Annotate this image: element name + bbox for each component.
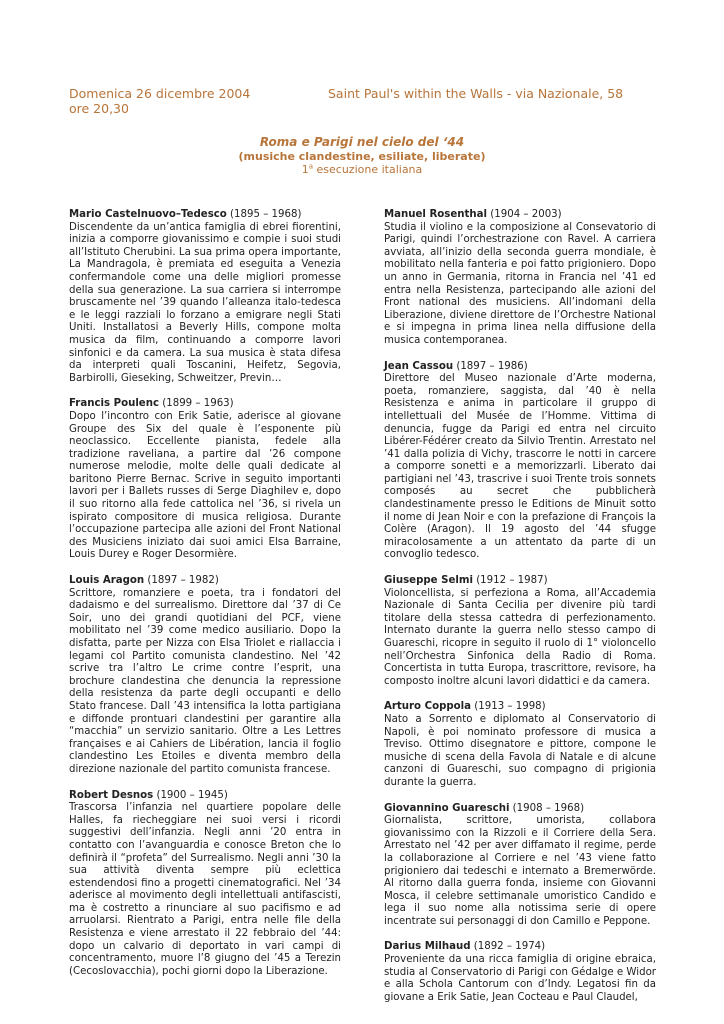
bio-dates: (1897 – 1982) (144, 575, 219, 587)
bio-name: Robert Desnos (69, 789, 154, 801)
bio-entry (69, 398, 341, 562)
bio-name: Arturo Coppola (384, 701, 472, 713)
premiere-number: 1 (301, 163, 309, 176)
bio-text: Giornalista, scrittore, umorista, collabora giovanissimo con la Rizzoli e il Corriere della Sera. Arrestato nel ’42 per aver diffamato il regime, perde la collaborazione al Corriere e nel ’43 viene fatto prigioniero dai tedeschi e internato a Bremerwörde. Al ritorno dalla guerra fonda, insieme con Giovanni Mosca, il celebre settimanale umoristico Candido e lega il suo nome alla notissima serie di opere incentrate sui personaggi di don Camillo e Peppone. (384, 815, 656, 927)
bio-entry (69, 790, 341, 979)
bio-text: Discendente da un’antica famiglia di ebrei fiorentini, inizia a comporre giovanissimo e compie i suoi studi all’Istituto Cherubini. La sua prima opera importante, La Mandragola, è premiata ed eseguita a Venezia confermandole come una delle migliori promesse della sua generazione. La sua carriera si interrompe bruscamente nel ’39 quando l’alleanza italo-tedesca e le leggi razziali lo forzano a emigrare negli Stati Uniti. Installatosi a Beverly Hills, compone molta musica da film, continuando a comporre lavori sinfonici e da camera. La sua musica è stata difesa da interpreti quali Toscanini, Heifetz, Segovia, Barbirolli, Gieseking, Schweitzer, Previn… (69, 221, 341, 384)
bio-name: Darius Milhaud (384, 941, 471, 953)
concert-header (69, 86, 629, 116)
concert-time: ore 20,30 (69, 101, 129, 116)
bio-entry (384, 575, 656, 688)
bio-dates: (1900 – 1945) (153, 789, 228, 801)
bio-name: Francis Poulenc (69, 398, 160, 410)
bio-name: Manuel Rosenthal (384, 209, 488, 220)
left-column (69, 209, 341, 991)
bio-dates: (1913 – 1998) (471, 701, 546, 713)
bio-text: Dopo l’incontro con Erik Satie, aderisce al giovane Groupe des Six del quale è l’esponente più neoclassico. Eccellente pianista, fedele alla tradizione raveliana, a partire dal ’26 compone numerose melodie, molte delle quali dedicate al baritono Pierre Bernac. Scrive in seguito importanti lavori per i Ballets russes di Serge Diaghilev e, dopo il suo ritorno alla fede cattolica nel ’36, si rivela un ispirato compositore di musica religiosa. Durante l’occupazione partecipa alle azioni del Front National des Musiciens iniziato dai suoi amici Elsa Barraine, Louis Durey e Roger Desormière. (69, 410, 341, 561)
bio-dates: (1892 – 1974) (470, 941, 546, 953)
bio-text: Nato a Sorrento e diplomato al Conservatorio di Napoli, è poi nominato professore di musica a Treviso. Ottimo disegnatore e pittore, compone le musiche di scena della Favola di Natale e di alcune canzoni di Guareschi, suo compagno di prigionia durante la guerra. (384, 713, 656, 788)
premiere-text: esecuzione italiana (313, 163, 423, 176)
bio-dates: (1912 – 1987) (472, 575, 548, 587)
bio-dates: (1904 – 2003) (487, 209, 562, 220)
bio-entry (384, 701, 656, 789)
bio-name: Mario Castelnuovo–Tedesco (69, 209, 227, 220)
bio-text: Direttore del Museo nazionale d’Arte moderna, poeta, romanziere, saggista, dal ’40 è nella Resistenza e anima in particolare il gruppo di intellettuali del Musée de l’Homme. Vittima di denuncia, fugge da Parigi ed entra nel circuito Libérer-Fédérer creato da Silvio Trentin. Arrestato nel ’41 dalla polizia di Vichy, trascorre le notti in carcere a comporre sonetti e a memorizzarli. Liberato dai partigiani nel ’43, trascrive i suoi Trente trois sonnets composés au secret che pubblicherà clandestinamente presso le Editions de Minuit sotto il nome di Jean Noir e con la prefazione di François la Colère (Aragon). Il 19 agosto del ’44 sfugge miracolosamente a un attentato da parte di un convoglio tedesco. (384, 373, 656, 561)
bio-dates: (1908 – 1968) (509, 802, 585, 814)
bio-text: Proveniente da una ricca famiglia di origine ebraica, studia al Conservatorio di Parigi con Gédalge e Widor e alla Schola Cantorum con d’Indy. Legatosi fin da giovane a Erik Satie, Jean Cocteau e Paul Claudel, (384, 954, 656, 1003)
concert-venue: Saint Paul's within the Walls - via Nazionale, 58 (328, 86, 624, 101)
bio-entry (384, 941, 656, 1004)
bio-text: Studia il violino e la composizione al Consevatorio di Parigi, quindi l’orchestrazione con Ravel. A carriera avviata, all’inizio della seconda guerra mondiale, è mobilitato nella fanteria e poi fatto prigioniero. Dopo un anno in Germania, ritorna in Francia nel ’41 ed entra nella Resistenza, partecipando alle azioni del Front national des musiciens. All’indomani della Liberazione, diviene direttore de l’Orchestre National e si impegna in prima linea nella diffusione della musica contemporanea. (384, 221, 656, 346)
bio-text: Scrittore, romanziere e poeta, tra i fondatori del dadaismo e del surrealismo. Direttore dal ’37 di Ce Soir, uno dei grandi quotidiani del PCF, viene mobilitato nel ’39 come medico ausiliario. Dopo la disfatta, parte per Nizza con Elsa Triolet e riallaccia i legami col Partito comunista clandestino. Nel ’42 scrive tra l’altro Le crime contre l’esprit, una brochure clandestina che denuncia la repressione della resistenza da parte degli occupanti e dello Stato francese. Dall ’43 intensifica la lotta partigiana e diffonde prontuari clandestini per garantire alla “macchia” un servizio sanitario. Oltre a Les Lettres françaises e ai Cahiers de Libération, lancia il foglio clandestino Les Etoiles e diventa membro della direzione nazionale del partito comunista francese. (69, 587, 341, 775)
bio-name: Giuseppe Selmi (384, 575, 473, 587)
program-title-block (0, 135, 724, 176)
bio-entry (384, 209, 656, 348)
bio-text: Violoncellista, si perfeziona a Roma, all’Accademia Nazionale di Santa Cecilia per divenire più tardi titolare della stessa cattedra di perfezionamento. Internato durante la guerra nello stesso campo di Guareschi, ricopre in seguito il ruolo di 1° violoncello nell’Orchestra Sinfonica della Radio di Roma. Concertista in tutta Europa, trascrittore, revisore, ha composto inoltre alcuni lavori didattici e da camera. (384, 587, 656, 687)
bio-text: Trascorsa l’infanzia nel quartiere popolare delle Halles, fa riecheggiare nei suoi versi i ricordi suggestivi dell’infanzia. Negli anni ’20 entra in contatto con l’avanguardia e conosce Breton che lo definirà il “profeta” del Surrealismo. Negli anni ’30 la sua attività diventa sempre più eclettica estendendosi fino a progetti cinematografici. Nel ’34 aderisce al movimento degli intellettuali antifascisti, ma è costretto a rinunciare al suo pacifismo e ad arruolarsi. Rientrato a Parigi, entra nelle file della Resistenza e viene arrestato il 22 febbraio del ’44: dopo un calvario di deportato in vari campi di concentramento, muore l’8 giugno del ’45 a Terezin (Cecoslovacchia), pochi giorni dopo la Liberazione. (69, 802, 341, 977)
program-title: Roma e Parigi nel cielo del ‘44 (259, 135, 465, 149)
bio-dates: (1895 – 1968) (226, 209, 302, 220)
bio-dates: (1897 – 1986) (453, 360, 528, 372)
concert-date: Domenica 26 dicembre 2004 (69, 86, 251, 101)
right-column (384, 209, 656, 1017)
bio-dates: (1899 – 1963) (159, 398, 234, 410)
bio-name: Louis Aragon (69, 575, 145, 587)
bio-entry (69, 209, 341, 385)
bio-name: Giovannino Guareschi (384, 802, 510, 814)
program-subtitle: (musiche clandestine, esiliate, liberate) (238, 150, 486, 163)
bio-name: Jean Cassou (384, 360, 454, 372)
premiere-note (0, 163, 724, 176)
bio-entry (384, 803, 656, 929)
premiere-ordinal: a (308, 162, 314, 171)
bio-entry (69, 575, 341, 777)
bio-entry (384, 361, 656, 563)
